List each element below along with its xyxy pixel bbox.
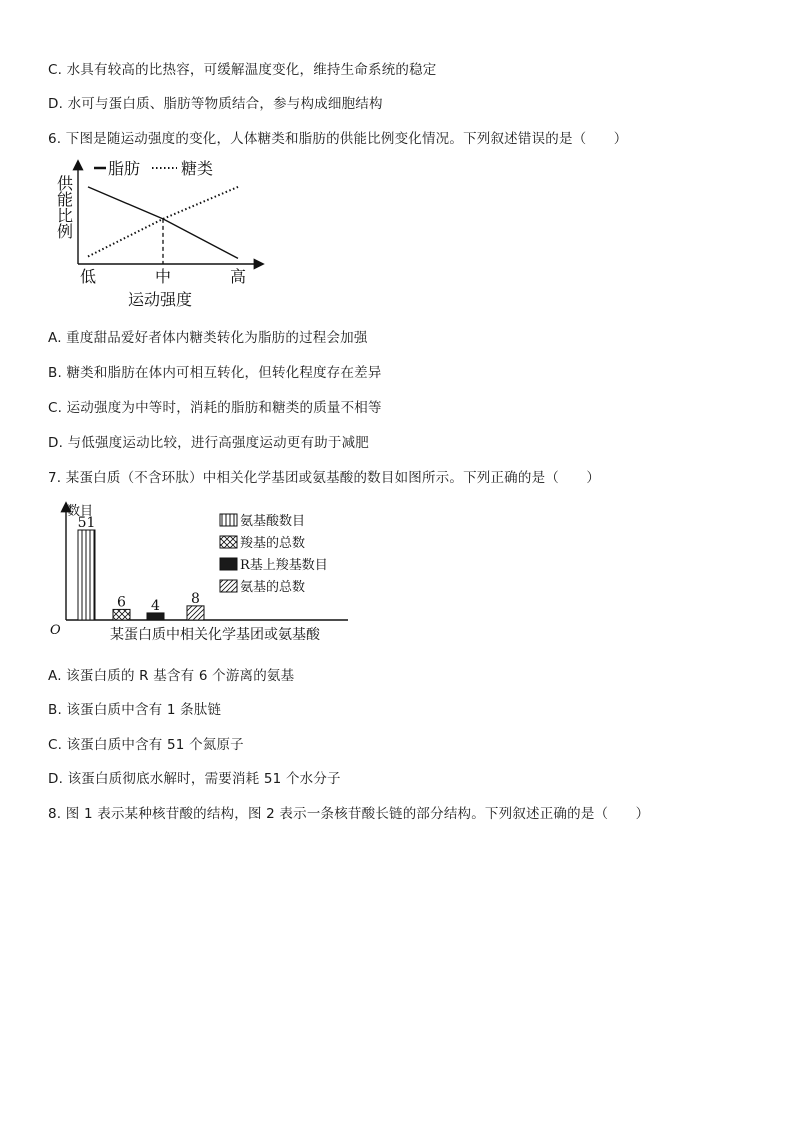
question-8: 8. 图 1 表示某种核苷酸的结构，图 2 表示一条核苷酸长链的部分结构。下列叙述正确的是（ ） — [48, 806, 650, 822]
option-6b: B. 糖类和脂肪在体内可相互转化，但转化程度存在差异 — [48, 365, 382, 381]
question-7: 7. 某蛋白质（不含环肽）中相关化学基团或氨基酸的数目如图所示。下列正确的是（ ） — [48, 470, 601, 486]
bar-value-label: 8 — [191, 590, 200, 607]
energy-ratio-chart — [44, 150, 284, 320]
bar-amino-acids — [78, 530, 95, 620]
option-7a: A. 该蛋白质的 R 基含有 6 个游离的氨基 — [48, 668, 295, 684]
legend-label-amino-total: 氨基的总数 — [240, 580, 306, 595]
bar-value-label: 6 — [117, 594, 126, 611]
option-6c: C. 运动强度为中等时，消耗的脂肪和糖类的质量不相等 — [48, 400, 382, 416]
legend-label-amino-acids: 氨基酸数目 — [240, 514, 306, 529]
option-5c: C. 水具有较高的比热容，可缓解温度变化，维持生命系统的稳定 — [48, 62, 437, 78]
legend-label-r-carboxyl: R基上羧基数目 — [240, 558, 328, 573]
legend-swatch-r-carboxyl — [220, 558, 237, 570]
chart2-legend — [220, 513, 328, 595]
x-tick-label: 高 — [229, 267, 247, 286]
bar-r-carboxyl — [147, 613, 164, 620]
origin-label: O — [50, 623, 61, 638]
y-axis-label: 数目 — [67, 504, 94, 519]
legend-swatch-amino-total — [220, 580, 237, 592]
option-5d: D. 水可与蛋白质、脂肪等物质结合，参与构成细胞结构 — [48, 96, 383, 112]
option-6a: A. 重度甜品爱好者体内糖类转化为脂肪的过程会加强 — [48, 330, 368, 346]
legend-fat-label: 脂肪 — [108, 159, 141, 178]
bar-amino-total — [187, 606, 204, 620]
legend-swatch-amino-acids — [220, 514, 237, 526]
protein-count-chart — [44, 494, 354, 646]
bar-value-label: 51 — [77, 515, 96, 531]
bar-carboxyl-total — [113, 609, 130, 620]
legend-swatch-carboxyl-total — [220, 536, 237, 548]
question-6: 6. 下图是随运动强度的变化，人体糖类和脂肪的供能比例变化情况。下列叙述错误的是（ ） — [48, 131, 628, 147]
bar-value-label: 4 — [151, 597, 160, 614]
x-tick-label: 低 — [79, 267, 97, 286]
y-axis-label: 供能比例 — [54, 175, 74, 239]
option-6d: D. 与低强度运动比较，进行高强度运动更有助于减肥 — [48, 435, 369, 451]
option-7c: C. 该蛋白质中含有 51 个氮原子 — [48, 737, 244, 753]
x-axis-label: 某蛋白质中相关化学基团或氨基酸 — [110, 627, 320, 643]
legend-sugar-label: 糖类 — [181, 159, 214, 178]
legend-label-carboxyl-total: 羧基的总数 — [240, 536, 306, 551]
chart1-legend — [94, 159, 213, 178]
x-tick-label: 中 — [154, 267, 172, 286]
option-7b: B. 该蛋白质中含有 1 条肽链 — [48, 702, 222, 718]
option-7d: D. 该蛋白质彻底水解时，需要消耗 51 个水分子 — [48, 771, 341, 787]
x-axis-label: 运动强度 — [128, 290, 193, 309]
